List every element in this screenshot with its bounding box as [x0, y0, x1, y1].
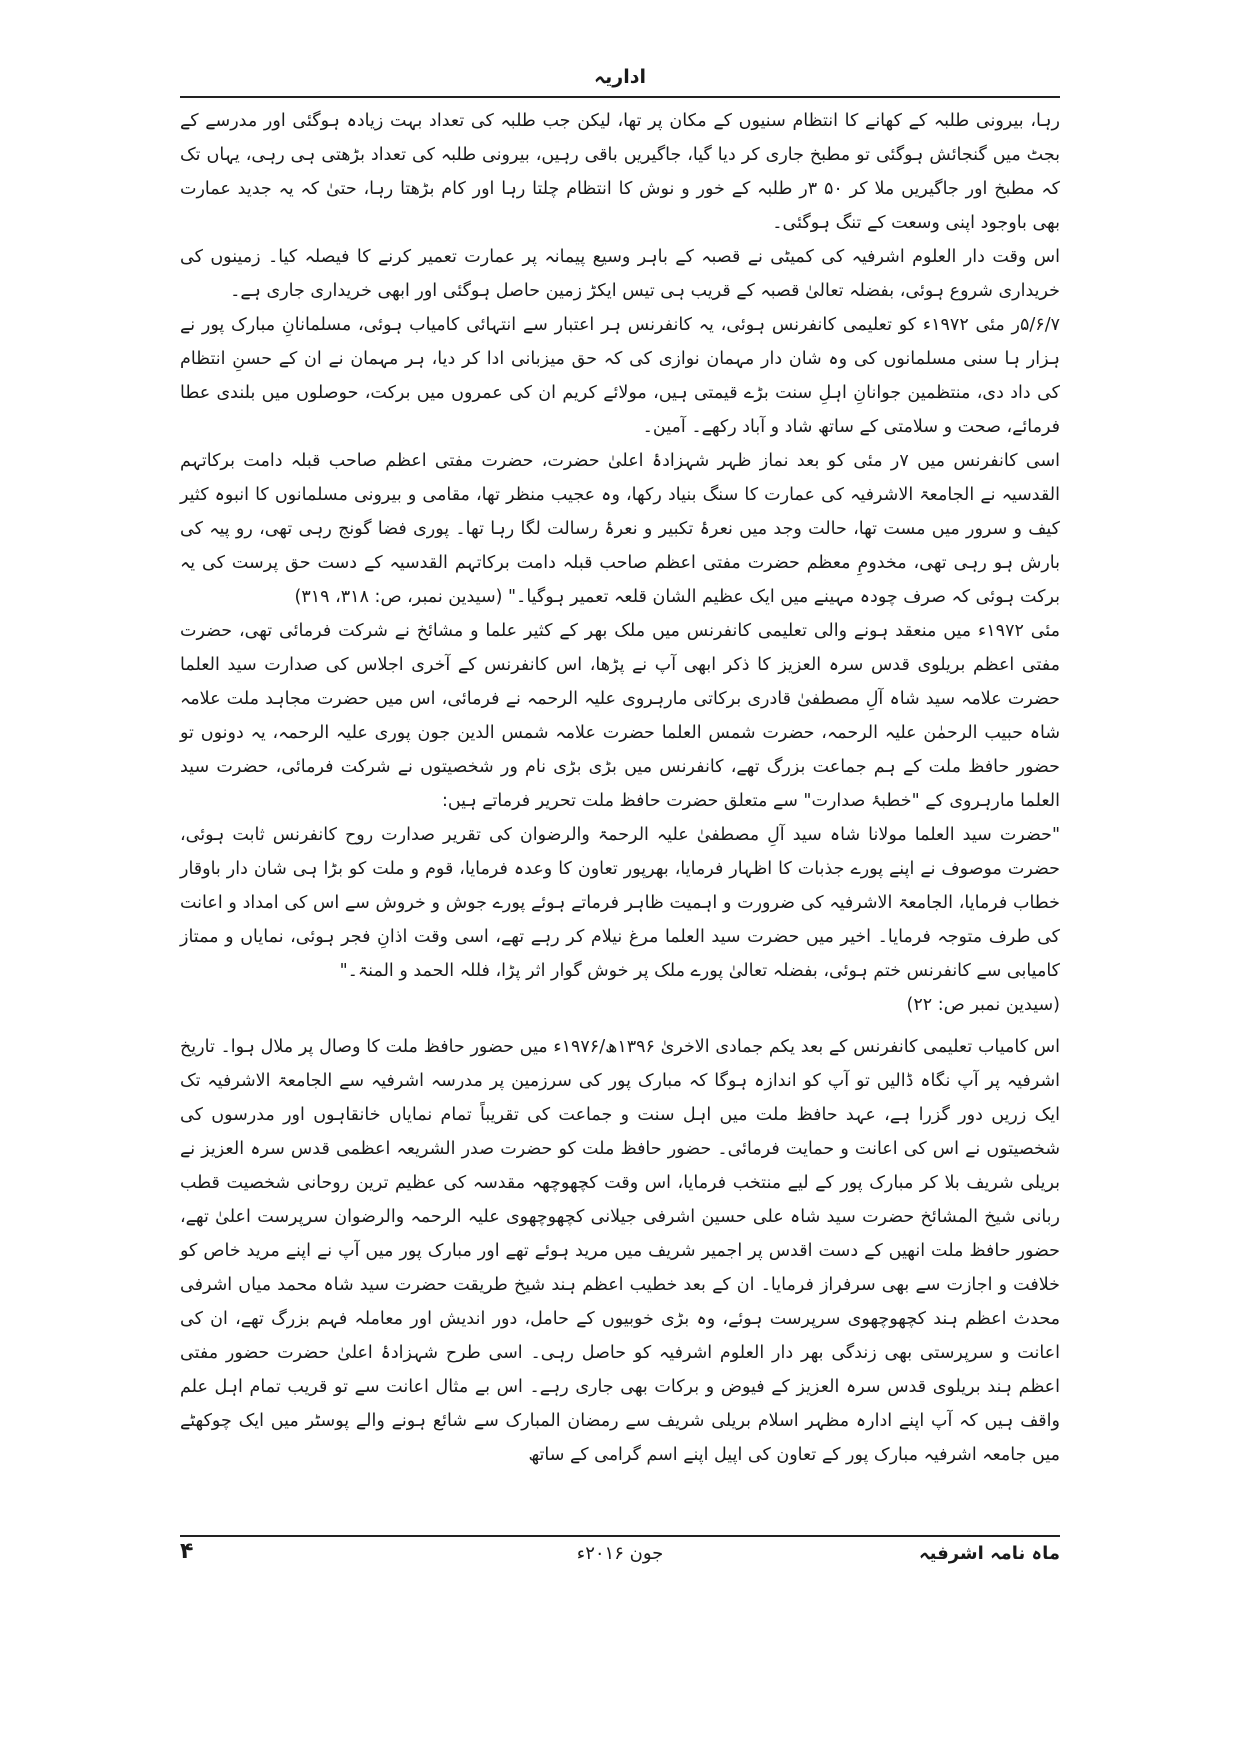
header-rule [180, 96, 1060, 98]
article-body [180, 104, 1060, 1472]
paragraph-5: مئی ۱۹۷۲ء میں منعقد ہونے والی تعلیمی کانفرنس میں ملک بھر کے کثیر علما و مشائخ نے شرکت فرمائی تھی، حضرت مفتی اعظم بریلوی قدس سرہ العزیز کا ذکر ابھی آپ نے پڑھا، اس کانفرنس کے آخری اجلاس کی صدارت سید العلما حضرت علامہ سید شاہ آلِ مصطفیٰ قادری برکاتی مارہروی علیہ الرحمہ نے فرمائی، اس میں حضرت مجاہد ملت علامہ شاہ حبیب الرحمٰن علیہ الرحمہ، حضرت شمس العلما حضرت علامہ شمس الدین جون پوری علیہ الرحمہ، یہ دونوں تو حضور حافظ ملت کے ہم جماعت بزرگ تھے، کانفرنس میں بڑی بڑی نام ور شخصیتوں نے شرکت فرمائی، حضرت سید العلما مارہروی کے "خطبۂ صدارت" سے متعلق حضرت حافظ ملت تحریر فرماتے ہیں: [180, 621, 1060, 811]
issue-date: جون ۲۰۱۶ء [576, 1543, 664, 1564]
magazine-name: ماہ نامہ اشرفیہ [919, 1543, 1060, 1564]
paragraph-1: رہا، بیرونی طلبہ کے کھانے کا انتظام سنیوں کے مکان پر تھا، لیکن جب طلبہ کی تعداد بہت زیادہ ہوگئی اور مدرسے کے بجٹ میں گنجائش ہوگئی تو مطبخ جاری کر دیا گیا، جاگیریں باقی رہیں، بیرونی طلبہ کی تعداد بڑھتی ہی رہی، یہاں تک کہ مطبخ اور جاگیریں ملا کر ۵۰ ۳ر طلبہ کے خور و نوش کا انتظام چلتا رہا اور کام بڑھتا رہا، حتیٰ کہ یہ جدید عمارت بھی باوجود اپنی وسعت کے تنگ ہوگئی۔ [180, 111, 1060, 233]
page-number: ۴ [180, 1539, 194, 1564]
paragraph-2: اس وقت دار العلوم اشرفیہ کی کمیٹی نے قصبہ کے باہر وسیع پیمانہ پر عمارت تعمیر کرنے کا فیصلہ کیا۔ زمینوں کی خریداری شروع ہوئی، بفضلہ تعالیٰ قصبہ کے قریب ہی تیس ایکڑ زمین حاصل ہوگئی اور ابھی خریداری جاری ہے۔ [180, 247, 1060, 301]
page-header: اداریہ [594, 66, 646, 88]
footer-rule [180, 1535, 1060, 1537]
paragraph-4: اسی کانفرنس میں ۷ر مئی کو بعد نماز ظہر شہزادۂ اعلیٰ حضرت، حضرت مفتی اعظم صاحب قبلہ دامت برکاتہم القدسیہ نے الجامعۃ الاشرفیہ کی عمارت کا سنگ بنیاد رکھا، وہ عجیب منظر تھا، مقامی و بیرونی مسلمانوں کا انبوہ کثیر کیف و سرور میں مست تھا، حالت وجد میں نعرۂ تکبیر و نعرۂ رسالت لگا رہا تھا۔ پوری فضا گونج رہی تھی، رو پیہ کی بارش ہو رہی تھی، مخدومِ معظم حضرت مفتی اعظم صاحب قبلہ دامت برکاتہم القدسیہ کے دست حق پرست کی یہ برکت ہوئی کہ صرف چودہ مہینے میں ایک عظیم الشان قلعہ تعمیر ہوگیا۔" (سیدین نمبر، ص: ۳۱۸، ۳۱۹) [180, 451, 1061, 607]
quote-citation: (سیدین نمبر ص: ۲۲) [906, 995, 1060, 1015]
paragraph-3: ۵/۶/۷ر مئی ۱۹۷۲ء کو تعلیمی کانفرنس ہوئی، یہ کانفرنس ہر اعتبار سے انتہائی کامیاب ہوئی، مسلمانانِ مبارک پور نے ہزار ہا سنی مسلمانوں کی وہ شان دار مہمان نوازی کی کہ حق میزبانی ادا کر دیا، ہر مہمان نے ان کے حسنِ انتظام کی داد دی، منتظمین جوانانِ اہلِ سنت بڑے قیمتی ہیں، مولائے کریم ان کی عمروں میں برکت، حوصلوں میں بلندی عطا فرمائے، صحت و سلامتی کے ساتھ شاد و آباد رکھے۔ آمین۔ [180, 315, 1060, 437]
paragraph-6: اس کامیاب تعلیمی کانفرنس کے بعد یکم جمادی الاخریٰ ۱۳۹۶ھ/۱۹۷۶ء میں حضور حافظ ملت کا وصال پر ملال ہوا۔ تاریخ اشرفیہ پر آپ نگاہ ڈالیں تو آپ کو اندازہ ہوگا کہ مبارک پور کی سرزمین پر مدرسہ اشرفیہ سے الجامعۃ الاشرفیہ تک ایک زریں دور گزرا ہے، عہد حافظ ملت میں اہل سنت و جماعت کی تقریباً تمام نمایاں خانقاہوں اور مدرسوں کی شخصیتوں نے اس کی اعانت و حمایت فرمائی۔ حضور حافظ ملت کو حضرت صدر الشریعہ اعظمی قدس سرہ العزیز نے بریلی شریف بلا کر مبارک پور کے لیے منتخب فرمایا، اس وقت کچھوچھہ مقدسہ کی عظیم ترین روحانی شخصیت قطب ربانی شیخ المشائخ حضرت سید شاہ علی حسین اشرفی جیلانی کچھوچھوی علیہ الرحمہ والرضوان سرپرست اعلیٰ تھے، حضور حافظ ملت انھیں کے دست اقدس پر اجمیر شریف میں مرید ہوئے تھے اور مبارک پور میں آپ نے اپنے مرید خاص کو خلافت و اجازت سے بھی سرفراز فرمایا۔ ان کے بعد خطیب اعظم ہند شیخ طریقت حضرت سید شاہ محمد میاں اشرفی محدث اعظم ہند کچھوچھوی سرپرست ہوئے، وہ بڑی خوبیوں کے حامل، دور اندیش اور معاملہ فہم بزرگ تھے، ان کی اعانت و سرپرستی بھی زندگی بھر دار العلوم اشرفیہ کو حاصل رہی۔ اسی طرح شہزادۂ اعلیٰ حضرت حضور مفتی اعظم ہند بریلوی قدس سرہ العزیز کے فیوض و برکات بھی جاری رہے۔ اس بے مثال اعانت سے تو قریب تمام اہل علم واقف ہیں کہ آپ اپنے ادارہ مظہر اسلام بریلی شریف سے رمضان المبارک سے شائع ہونے والے پوسٹر میں ایک چوکھٹے میں جامعہ اشرفیہ مبارک پور کے تعاون کی اپیل اپنے اسم گرامی کے ساتھ [180, 1037, 1061, 1465]
block-quote: "حضرت سید العلما مولانا شاہ سید آلِ مصطفیٰ علیہ الرحمۃ والرضوان کی تقریر صدارت روح کانفرنس ثابت ہوئی، حضرت موصوف نے اپنے پورے جذبات کا اظہار فرمایا، بھرپور تعاون کا وعدہ فرمایا، قوم و ملت کو بڑا ہی شان دار باوقار خطاب فرمایا، الجامعۃ الاشرفیہ کی ضرورت و اہمیت ظاہر فرماتے ہوئے پورے جوش و خروش سے اس کی امداد و اعانت کی طرف متوجہ فرمایا۔ اخیر میں حضرت سید العلما مرغ نیلام کر رہے تھے، اسی وقت اذانِ فجر ہوئی، نمایاں و ممتاز کامیابی سے کانفرنس ختم ہوئی، بفضلہ تعالیٰ پورے ملک پر خوش گوار اثر پڑا، فللہ الحمد و المنۃ۔" [180, 825, 1060, 981]
page-footer [180, 1539, 1060, 1573]
